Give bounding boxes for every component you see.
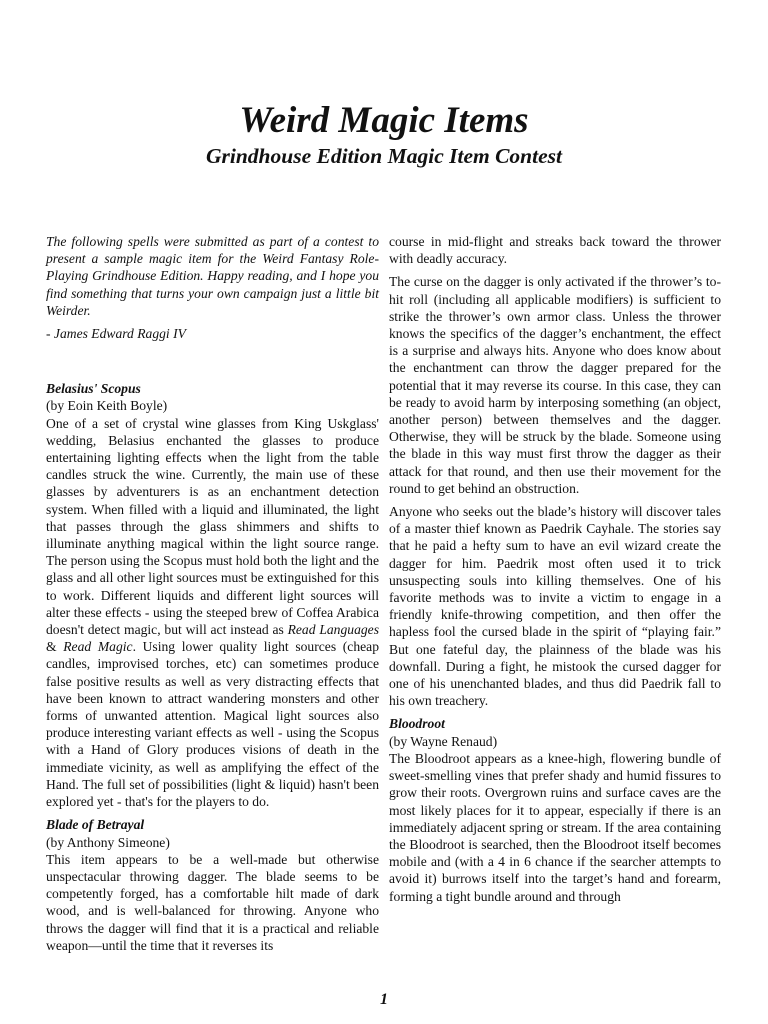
right-column <box>389 233 721 911</box>
page-subtitle: Grindhouse Edition Magic Item Contest <box>205 144 562 168</box>
belasius-description <box>46 415 379 811</box>
spell-read-languages: Read Languages <box>287 622 379 638</box>
blade-description-continued: course in mid-flight and streaks back toward the thrower with deadly accuracy. <box>389 234 721 267</box>
byline-belasius: (by Eoin Keith Boyle) <box>46 398 168 414</box>
left-column <box>46 233 379 960</box>
ampersand: & <box>46 639 64 655</box>
intro-signature: - James Edward Raggi IV <box>46 326 186 342</box>
blade-history-paragraph: Anyone who seeks out the blade’s history will discover tales of a master thief known as Paedrik Cayhale. The stories say that he paid a hefty sum to have an evil wizard create the dagger for him. Paedrik most often used it to trick unsuspecting souls into killing themselves. One of his favorite methods was to invite a victim to engage in a friendly knife-throwing competition, and then offer the hapless fool the cursed blade in the spirit of “playing fair.” But one fateful day, the plainness of the blade was his downfall. During a fight, he mistook the cursed dagger for one of his unenchanted blades, and thus did Paedrik fall to his own treachery. <box>389 504 721 709</box>
item-heading-blade: Blade of Betrayal <box>46 817 145 833</box>
page-number: 1 <box>380 991 388 1008</box>
item-heading-belasius: Belasius' Scopus <box>46 381 141 397</box>
spell-read-magic: Read Magic <box>63 639 133 655</box>
blade-description-left: This item appears to be a well-made but otherwise unspectacular throwing dagger. The blade seems to be competently forged, has a comfortable hilt made of dark wood, and is well-balanced for throwing. Anyone who throws the dagger will find that it is a practical and reliable weapon—until the time that it reverses its <box>46 851 379 953</box>
intro-paragraph: The following spells were submitted as part of a contest to present a sample magic item for the Weird Fantasy Role-Playing Grindhouse Edition. Happy reading, and I hope you find something that turns your own campaign just a little bit Weirder. <box>46 234 379 318</box>
belasius-text-part2: . Using lower quality light sources (cheap candles, improvised torches, etc) can sometimes produce false positive results as well as very distracting effects that have been known to attract wandering monsters and other forms of unwanted attention. Magical light sources also produce interesting variant effects as well - using the Scopus with a Hand of Glory produces visions of death in the immediate vicinity, as well as amplifying the effect of the Hand. The full set of possibilities (light & liquid) hasn't been explored yet - that's for the players to do. <box>46 639 379 810</box>
byline-blade: (by Anthony Simeone) <box>46 834 170 850</box>
belasius-text-part1: One of a set of crystal wine glasses from King Uskglass' wedding, Belasius enchanted the glasses to produce entertaining lighting effects when the light from the table candles struck the wine. Currently, the main use of these glasses by adventurers is as an enchantment detection system. When filled with a liquid and illuminated, the light that passes through the glass shimmers and shifts to illuminate anything magical within the light source range. The person using the Scopus must hold both the light and the glass and all other light sources must be extinguished for this to work. Different liquids and different light sources will alter these effects - using the steeped brew of Coffea Arabica doesn't detect magic, but will act instead as <box>46 415 379 638</box>
blade-curse-paragraph: The curse on the dagger is only activated if the thrower’s to-hit roll (including all applicable modifiers) is sufficient to strike the thrower’s own armor class. Unless the thrower knows the specifics of the dagger’s enchantment, the effect is a surprise and always hits. Anyone who does know about the enchantment can throw the dagger prepared for the potential that it may reverse its course. In this case, they can be ready to avoid harm by interposing something (an object, another person) between themselves and the dagger. Otherwise, they will be struck by the blade. Someone using the blade in this way must first throw the dagger as their attack for that round, and then use their movement for the round to get behind an obstruction. <box>389 274 721 496</box>
item-heading-bloodroot: Bloodroot <box>389 716 445 732</box>
byline-bloodroot: (by Wayne Renaud) <box>389 733 498 749</box>
bloodroot-description: The Bloodroot appears as a knee-high, flowering bundle of sweet-smelling vines that prefer shady and humid fissures to grow their roots. Overgrown ruins and surface caves are the most likely places for it to appear, especially if there is an immediately adjacent spring or stream. If the area containing the Bloodroot is searched, then the Bloodroot itself becomes mobile and (with a 4 in 6 chance if the searcher attempts to avoid it) burrows itself into the target’s hand and forearm, forming a tight bundle around and through <box>389 750 721 904</box>
page-title: Weird Magic Items <box>239 100 529 141</box>
